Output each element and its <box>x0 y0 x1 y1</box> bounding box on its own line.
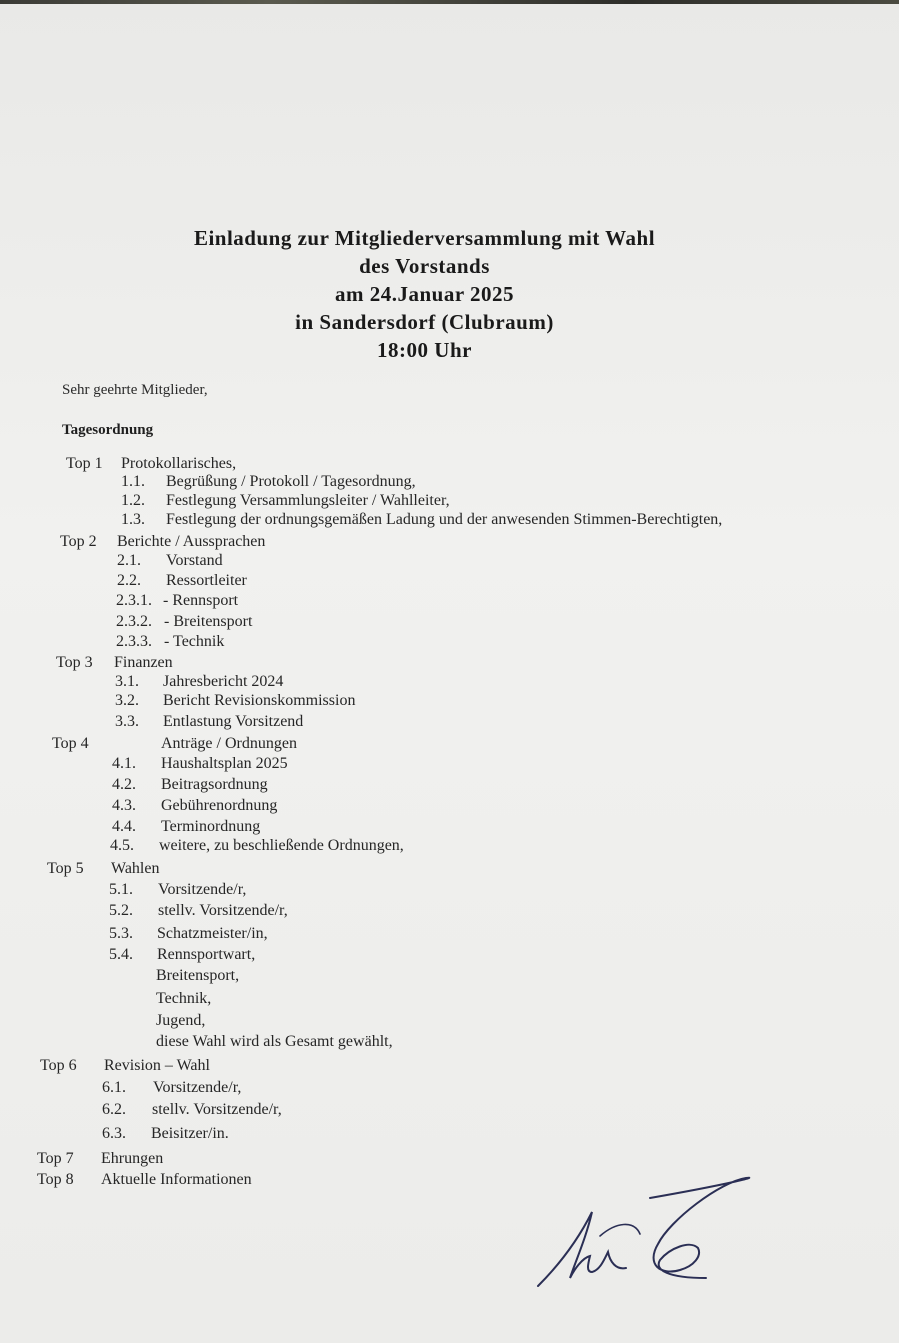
agenda-item-text: Jugend, <box>156 1012 206 1029</box>
title-line-5: 18:00 Uhr <box>377 338 472 362</box>
agenda-item-text: Rennsportwart, <box>157 946 256 963</box>
agenda-item-number: 2.3.1. <box>116 592 152 609</box>
agenda-item-number: Top 5 <box>47 860 84 877</box>
agenda-item-text: Wahlen <box>111 860 160 877</box>
agenda-item-number: 6.3. <box>102 1125 126 1142</box>
agenda-item-number: Top 2 <box>60 533 97 550</box>
agenda-item-number: Top 8 <box>37 1171 74 1188</box>
agenda-item-number: Top 4 <box>52 735 89 752</box>
agenda-item-text: - Technik <box>164 633 225 650</box>
agenda-item-number: 3.3. <box>115 713 139 730</box>
agenda-item-text: Aktuelle Informationen <box>101 1171 252 1188</box>
agenda-item-text: Jahresbericht 2024 <box>163 673 284 690</box>
document-title <box>0 224 849 364</box>
agenda-item-number: 2.3.2. <box>116 613 152 630</box>
agenda-item-text: Berichte / Aussprachen <box>117 533 266 550</box>
agenda-item-text: Entlastung Vorsitzend <box>163 713 304 730</box>
photo-top-edge <box>0 0 899 4</box>
agenda-item-text: Ressortleiter <box>166 572 247 589</box>
agenda-item-number: 4.2. <box>112 776 136 793</box>
agenda-item-text: Begrüßung / Protokoll / Tagesordnung, <box>166 473 416 490</box>
agenda-item-text: Finanzen <box>114 654 173 671</box>
signature-graphic <box>530 1160 770 1300</box>
agenda-item-text: stellv. Vorsitzende/r, <box>152 1101 282 1118</box>
agenda-item-number: 3.2. <box>115 692 139 709</box>
agenda-item-number: 4.5. <box>110 837 134 854</box>
agenda-item-number: 5.1. <box>109 881 133 898</box>
agenda-item-text: Bericht Revisionskommission <box>163 692 356 709</box>
handwritten-signature <box>530 1160 770 1300</box>
agenda-item-number: 6.1. <box>102 1079 126 1096</box>
agenda-item-text: Vorstand <box>166 552 223 569</box>
agenda-item-number: 1.1. <box>121 473 145 490</box>
agenda-item-number: 6.2. <box>102 1101 126 1118</box>
agenda-item-text: Vorsitzende/r, <box>153 1079 242 1096</box>
title-line-3: am 24.Januar 2025 <box>334 282 515 306</box>
agenda-item-text: diese Wahl wird als Gesamt gewählt, <box>156 1033 393 1050</box>
agenda-item-text: Revision – Wahl <box>104 1057 210 1074</box>
agenda-item-number: 4.4. <box>112 818 136 835</box>
agenda-item-text: stellv. Vorsitzende/r, <box>158 902 288 919</box>
agenda-item-number: 5.2. <box>109 902 133 919</box>
agenda-item-number: 1.3. <box>121 511 145 528</box>
agenda-item-text: Anträge / Ordnungen <box>161 735 297 752</box>
agenda-item-text: Beitragsordnung <box>161 776 268 793</box>
title-line-4: in Sandersdorf (Clubraum) <box>295 310 554 334</box>
agenda-item-number: Top 7 <box>37 1150 74 1167</box>
agenda-item-text: Breitensport, <box>156 967 240 984</box>
agenda-item-number: 4.3. <box>112 797 136 814</box>
agenda-item-number: Top 6 <box>40 1057 77 1074</box>
agenda-item-text: Haushaltsplan 2025 <box>161 755 288 772</box>
agenda-item-number: 4.1. <box>112 755 136 772</box>
title-line-2: des Vorstands <box>359 254 490 278</box>
agenda-item-number: Top 3 <box>56 654 93 671</box>
agenda-item-text: Ehrungen <box>101 1150 164 1167</box>
agenda-item-text: Technik, <box>156 990 212 1007</box>
agenda-heading: Tagesordnung <box>62 422 154 438</box>
agenda-item-number: 1.2. <box>121 492 145 509</box>
agenda-item-number: 3.1. <box>115 673 139 690</box>
agenda-item-text: - Rennsport <box>163 592 239 609</box>
agenda-item-text: Gebührenordnung <box>161 797 278 814</box>
agenda-item-text: Beisitzer/in. <box>151 1125 229 1142</box>
agenda-item-text: Terminordnung <box>161 818 261 835</box>
agenda-item-number: 2.1. <box>117 552 141 569</box>
agenda-item-number: 2.3.3. <box>116 633 152 650</box>
agenda-item-number: 2.2. <box>117 572 141 589</box>
agenda-item-text: - Breitensport <box>164 613 253 630</box>
agenda-item-text: weitere, zu beschließende Ordnungen, <box>159 837 404 854</box>
agenda-item-number: 5.4. <box>109 946 133 963</box>
salutation: Sehr geehrte Mitglieder, <box>62 382 208 398</box>
title-line-1: Einladung zur Mitgliederversammlung mit Wahl <box>193 226 656 250</box>
agenda-item-number: Top 1 <box>66 455 103 472</box>
agenda-item-text: Festlegung Versammlungsleiter / Wahlleiter, <box>166 492 450 509</box>
agenda-item-number: 5.3. <box>109 925 133 942</box>
agenda-item-text: Protokollarisches, <box>121 455 237 472</box>
agenda-item-text: Vorsitzende/r, <box>158 881 247 898</box>
agenda-item-text: Schatzmeister/in, <box>157 925 268 942</box>
agenda-item-text: Festlegung der ordnungsgemäßen Ladung und der anwesenden Stimmen-Berechtigten, <box>166 511 723 528</box>
